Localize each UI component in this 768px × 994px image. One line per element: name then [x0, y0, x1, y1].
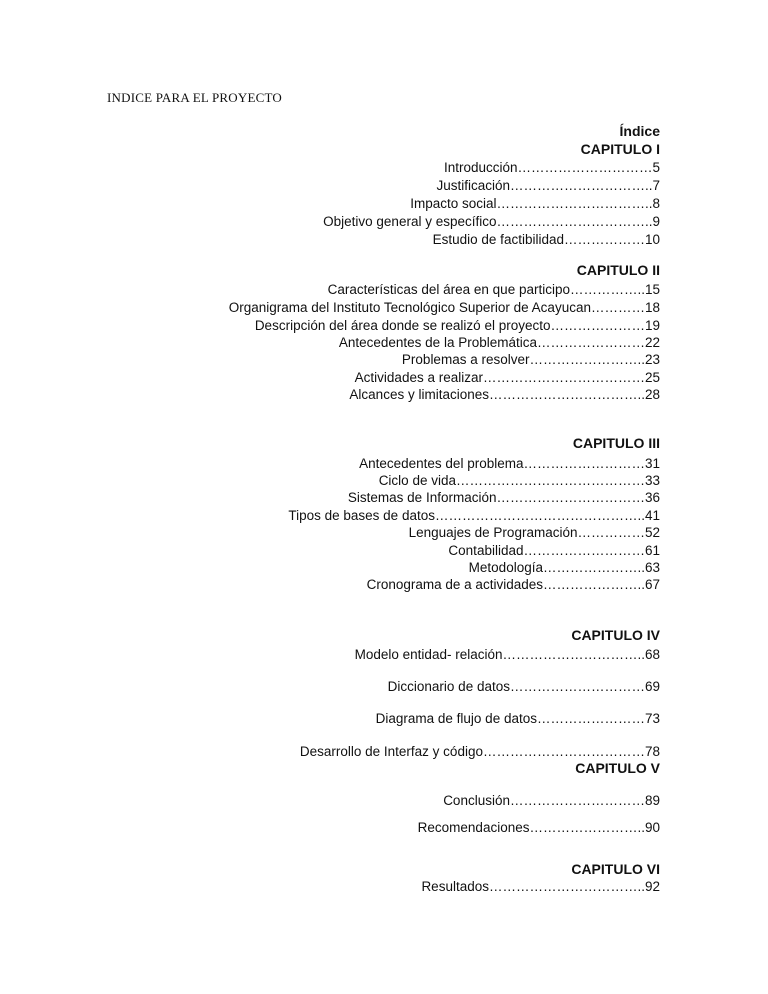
chapter-3-heading: CAPITULO III: [572, 435, 660, 451]
toc-entry: Características del área en que participo……………..15: [327, 282, 660, 297]
toc-entry: Justificación…………………………..7: [436, 178, 660, 193]
toc-entry: Problemas a resolver……………………..23: [401, 352, 660, 367]
toc-entry: Antecedentes del problema………………………31: [359, 456, 660, 471]
toc-entry: Lenguajes de Programación……………52: [408, 525, 660, 540]
toc-entry: Objetivo general y específico……………………………..9: [323, 214, 660, 229]
toc-entry: Sistemas de Información……………………………36: [347, 490, 660, 505]
chapter-2-heading: CAPITULO II: [576, 262, 660, 278]
toc-entry: Recomendaciones……………………..90: [417, 820, 660, 835]
toc-entry: Actividades a realizar………………………………25: [354, 370, 660, 385]
toc-entry: Impacto social……………………………..8: [410, 196, 660, 211]
toc-entry: Organigrama del Instituto Tecnológico Superior de Acayucan…………18: [228, 300, 660, 315]
chapter-5-heading: CAPITULO V: [575, 760, 660, 776]
toc-entry: Desarrollo de Interfaz y código………………………………78: [299, 744, 660, 759]
toc-entry: Cronograma de a actividades…………………..67: [366, 577, 660, 592]
chapter-6-heading: CAPITULO VI: [571, 861, 660, 877]
toc-entry: Conclusión…………………………89: [443, 793, 660, 808]
toc-entry: Ciclo de vida……………………………………33: [378, 473, 660, 488]
toc-entry: Descripción del área donde se realizó el proyecto…………………19: [254, 318, 660, 333]
toc-entry: Introducción…………………………5: [443, 160, 660, 175]
chapter-1-heading: CAPITULO I: [580, 141, 660, 157]
toc-entry: Resultados……………………………..92: [421, 879, 660, 894]
toc-entry: Tipos de bases de datos………………………………………..41: [288, 508, 660, 523]
toc-entry: Alcances y limitaciones……………………………..28: [349, 387, 660, 402]
document-header: INDICE PARA EL PROYECTO: [107, 90, 282, 105]
toc-entry: Metodología…………………..63: [468, 560, 660, 575]
toc-entry: Contabilidad………………………61: [448, 543, 660, 558]
chapter-4-heading: CAPITULO IV: [571, 627, 660, 643]
index-title: Índice: [619, 123, 660, 139]
toc-entry: Estudio de factibilidad………………10: [432, 232, 660, 247]
toc-entry: Modelo entidad- relación…………………………..68: [354, 647, 660, 662]
toc-entry: Diccionario de datos…………………………69: [387, 679, 660, 694]
toc-entry: Antecedentes de la Problemática……………………22: [338, 335, 660, 350]
toc-entry: Diagrama de flujo de datos……………………73: [375, 711, 660, 726]
